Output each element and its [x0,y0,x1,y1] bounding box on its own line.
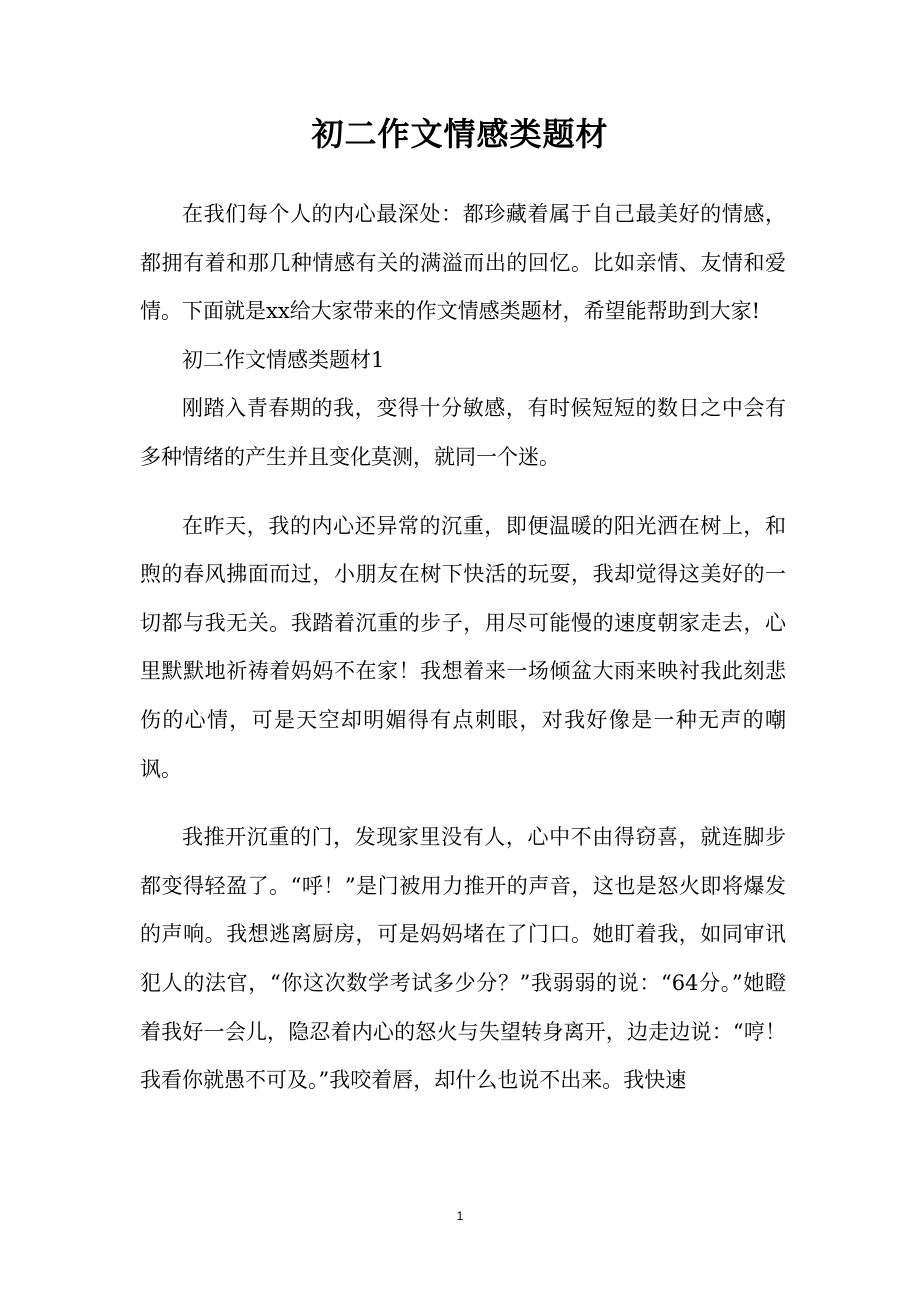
section-heading: 初二作文情感类题材1 [182,347,385,372]
paragraph-2: 在昨天，我的内心还异常的沉重，即便温暖的阳光洒在树上，和煦的春风拂面而过，小朋友在树下快活的玩耍，我却觉得这美好的一切都与我无关。我踏着沉重的步子，用尽可能慢的速度朝家走去，心里默默地祈祷着妈妈不在家！我想着来一场倾盆大雨来映衬我此刻悲伤的心情，可是天空却明媚得有点刺眼，对我好像是一种无声的嘲讽。 [140,513,786,781]
document-body [140,190,786,1105]
page-number: 1 [456,1209,464,1223]
paragraph-intro: 在我们每个人的内心最深处：都珍藏着属于自己最美好的情感，都拥有着和那几种情感有关的满溢而出的回忆。比如亲情、友情和爱情。下面就是xx给大家带来的作文情感类题材，希望能帮助到大家! [140,202,786,324]
document-title: 初二作文情感类题材 [311,115,609,153]
paragraph-1: 刚踏入青春期的我，变得十分敏感，有时候短短的数日之中会有多种情绪的产生并且变化莫测，就同一个迷。 [140,396,786,469]
paragraph-3: 我推开沉重的门，发现家里没有人，心中不由得窃喜，就连脚步都变得轻盈了。“呼！”是门被用力推开的声音，这也是怒火即将爆发的声响。我想逃离厨房，可是妈妈堵在了门口。她盯着我，如同审讯犯人的法官，“你这次数学考试多少分？”我弱弱的说：“64分。”她瞪着我好一会儿，隐忍着内心的怒火与失望转身离开，边走边说：“哼！我看你就愚不可及。”我咬着唇，却什么也说不出来。我快速 [140,825,786,1093]
